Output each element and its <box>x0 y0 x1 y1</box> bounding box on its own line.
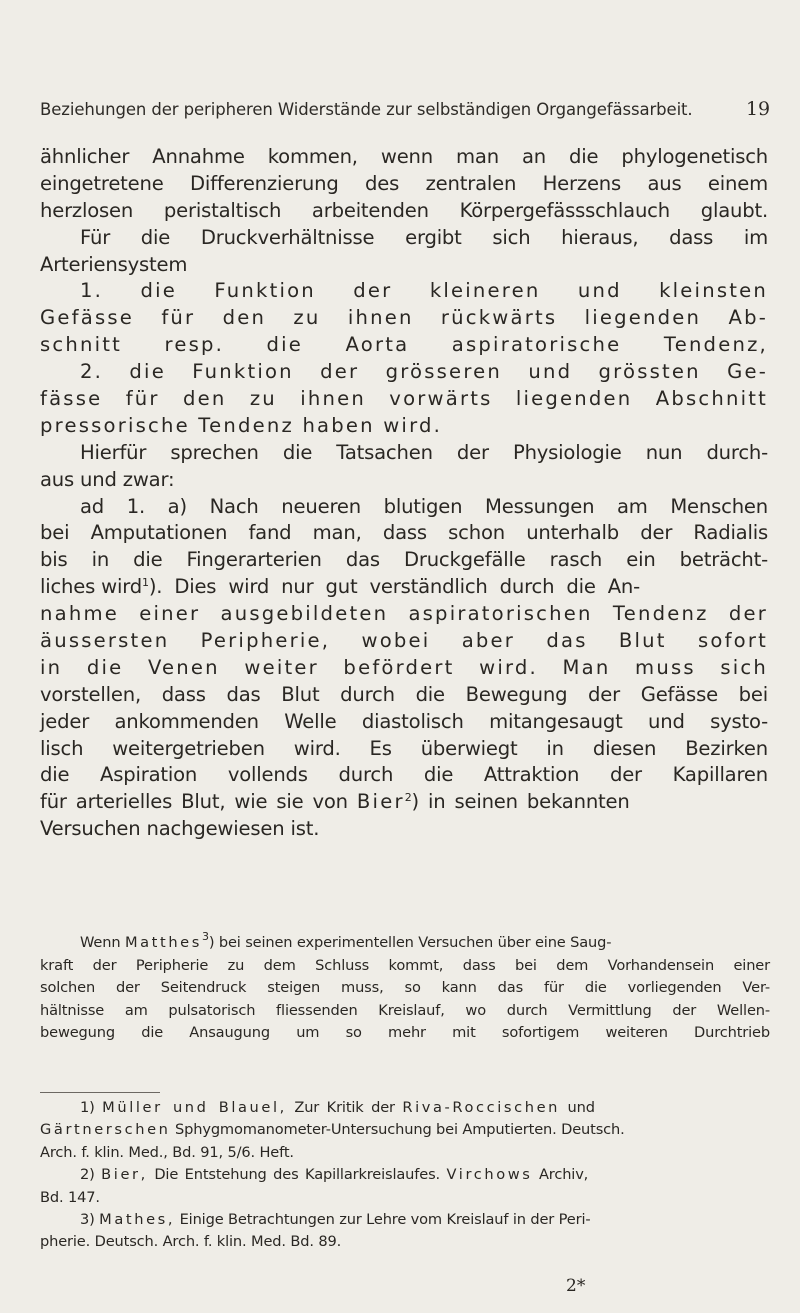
body-line: Für die Druckverhältnisse ergibt sich hieraus, dass im <box>80 225 768 249</box>
body-line: Hierfür sprechen die Tatsachen der Physiologie nun durch- <box>80 440 768 464</box>
body-line: ad 1. a) Nach neueren blutigen Messungen am Menschen <box>80 494 768 518</box>
small-print-paragraph <box>40 932 770 1045</box>
fn-authors: Mathes, <box>99 1210 176 1228</box>
fn-part: Zur Kritik der <box>286 1099 403 1116</box>
note-line: bewegung die Ansaugung um so mehr mit sofortigem weiteren Durchtrieb <box>40 1024 770 1042</box>
body-line: aus und zwar: <box>40 467 175 491</box>
line-part: für arterielles Blut, wie sie von <box>40 790 357 814</box>
body-line: nahme einer ausgebildeten aspiratorischen Tendenz der <box>40 602 768 626</box>
fn-spaced: Gärtnerschen <box>40 1121 171 1139</box>
fn-spaced: Riva-Roccischen <box>402 1099 561 1116</box>
body-line: eingetretene Differenzierung des zentralen Herzens aus einem <box>40 171 768 195</box>
body-line <box>40 574 768 601</box>
note-part: ) bei seinen experimentellen Versuchen über eine Saug- <box>208 934 612 951</box>
line-part: ). Dies wird nur gut verständlich durch die An- <box>148 575 640 599</box>
body-line: herzlosen peristaltisch arbeitenden Körpergefässschlauch glaubt. <box>40 198 768 222</box>
body-line: jeder ankommenden Welle diastolisch mitangesaugt und systo- <box>40 709 768 733</box>
footnote-1-cont: Arch. f. klin. Med., Bd. 91, 5/6. Heft. <box>40 1143 294 1161</box>
fn-part: Einige Betrachtungen zur Lehre vom Kreislauf in der Peri- <box>175 1210 591 1228</box>
body-line: schnitt resp. die Aorta aspiratorische Tendenz, <box>40 333 768 357</box>
body-line: pressorische Tendenz haben wird. <box>40 413 443 437</box>
running-title: Beziehungen der peripheren Widerstände zur selbständigen Organgefässarbeit. <box>40 100 693 119</box>
fn-authors: Bier, <box>101 1166 148 1184</box>
body-line: die Aspiration vollends durch die Attraktion der Kapillaren <box>40 763 768 787</box>
line-part: ) in seinen bekannten <box>411 790 630 814</box>
fn-part: 3) <box>80 1210 100 1228</box>
body-line: äussersten Peripherie, wobei aber das Blut sofort <box>40 629 768 653</box>
body-line: Versuchen nachgewiesen ist. <box>40 817 320 841</box>
author-name: Matthes <box>124 934 202 951</box>
fn-part: Archiv, <box>532 1166 589 1184</box>
footnote-2 <box>40 1164 770 1186</box>
body-line: in die Venen weiter befördert wird. Man muss sich <box>40 655 768 679</box>
body-line: lisch weitergetrieben wird. Es überwiegt in diesen Bezirken <box>40 736 768 760</box>
footnotes <box>40 1097 770 1254</box>
body-text <box>40 144 768 843</box>
list-item-2: 2. die Funktion der grösseren und grössten Ge- <box>80 360 768 384</box>
body-line: bis in die Fingerarterien das Druckgefälle rasch ein beträcht- <box>40 548 768 572</box>
line-part: liches wird <box>40 575 142 599</box>
footnote-ref-1: 1 <box>142 576 149 590</box>
fn-part: Die Entstehung des Kapillarkreislaufes. <box>147 1166 447 1184</box>
fn-spaced: Virchows <box>446 1166 533 1184</box>
note-line: kraft der Peripherie zu dem Schluss kommt, dass bei dem Vorhandensein einer <box>40 956 770 974</box>
body-line: bei Amputationen fand man, dass schon unterhalb der Radialis <box>40 521 768 545</box>
footnote-3-cont: pherie. Deutsch. Arch. f. klin. Med. Bd. 89. <box>40 1233 342 1251</box>
note-line: hältnisse am pulsatorisch fliessenden Kreislauf, wo durch Vermittlung der Wellen- <box>40 1001 770 1019</box>
body-line: ähnlicher Annahme kommen, wenn man an die phylogenetisch <box>40 145 768 168</box>
note-part: Wenn <box>80 934 125 951</box>
fn-authors: Müller und Blauel, <box>102 1099 287 1116</box>
signature-mark: 2* <box>566 1276 586 1296</box>
page-number: 19 <box>746 98 770 120</box>
author-name: Bier <box>356 790 405 814</box>
footnote-2-cont: Bd. 147. <box>40 1188 100 1206</box>
body-line: vorstellen, dass das Blut durch die Bewegung der Gefässe bei <box>40 682 768 706</box>
fn-part: Sphygmomanometer-Untersuchung bei Amputierten. Deutsch. <box>170 1121 625 1139</box>
body-line: fässe für den zu ihnen vorwärts liegenden Abschnitt <box>40 387 768 411</box>
body-line: Arteriensystem <box>40 252 188 276</box>
footnote-3 <box>40 1209 770 1231</box>
footnote-ref-2: 2 <box>404 791 412 805</box>
footnote-1 <box>40 1097 770 1119</box>
list-item-1: 1. die Funktion der kleineren und kleinsten <box>80 279 768 303</box>
fn-part: 1) <box>80 1099 103 1116</box>
note-line: solchen der Seitendruck steigen muss, so kann das für die vorliegenden Ver- <box>40 979 770 997</box>
footnote-ref-3: 3 <box>201 930 209 943</box>
fn-part: 2) <box>80 1166 102 1184</box>
fn-part: und <box>560 1099 595 1116</box>
body-line <box>40 789 768 816</box>
running-header <box>40 100 770 119</box>
note-line <box>40 932 770 955</box>
body-line: Gefässe für den zu ihnen rückwärts liegenden Ab- <box>40 306 768 330</box>
footnote-divider <box>40 1092 160 1093</box>
footnote-1-cont <box>40 1119 770 1141</box>
